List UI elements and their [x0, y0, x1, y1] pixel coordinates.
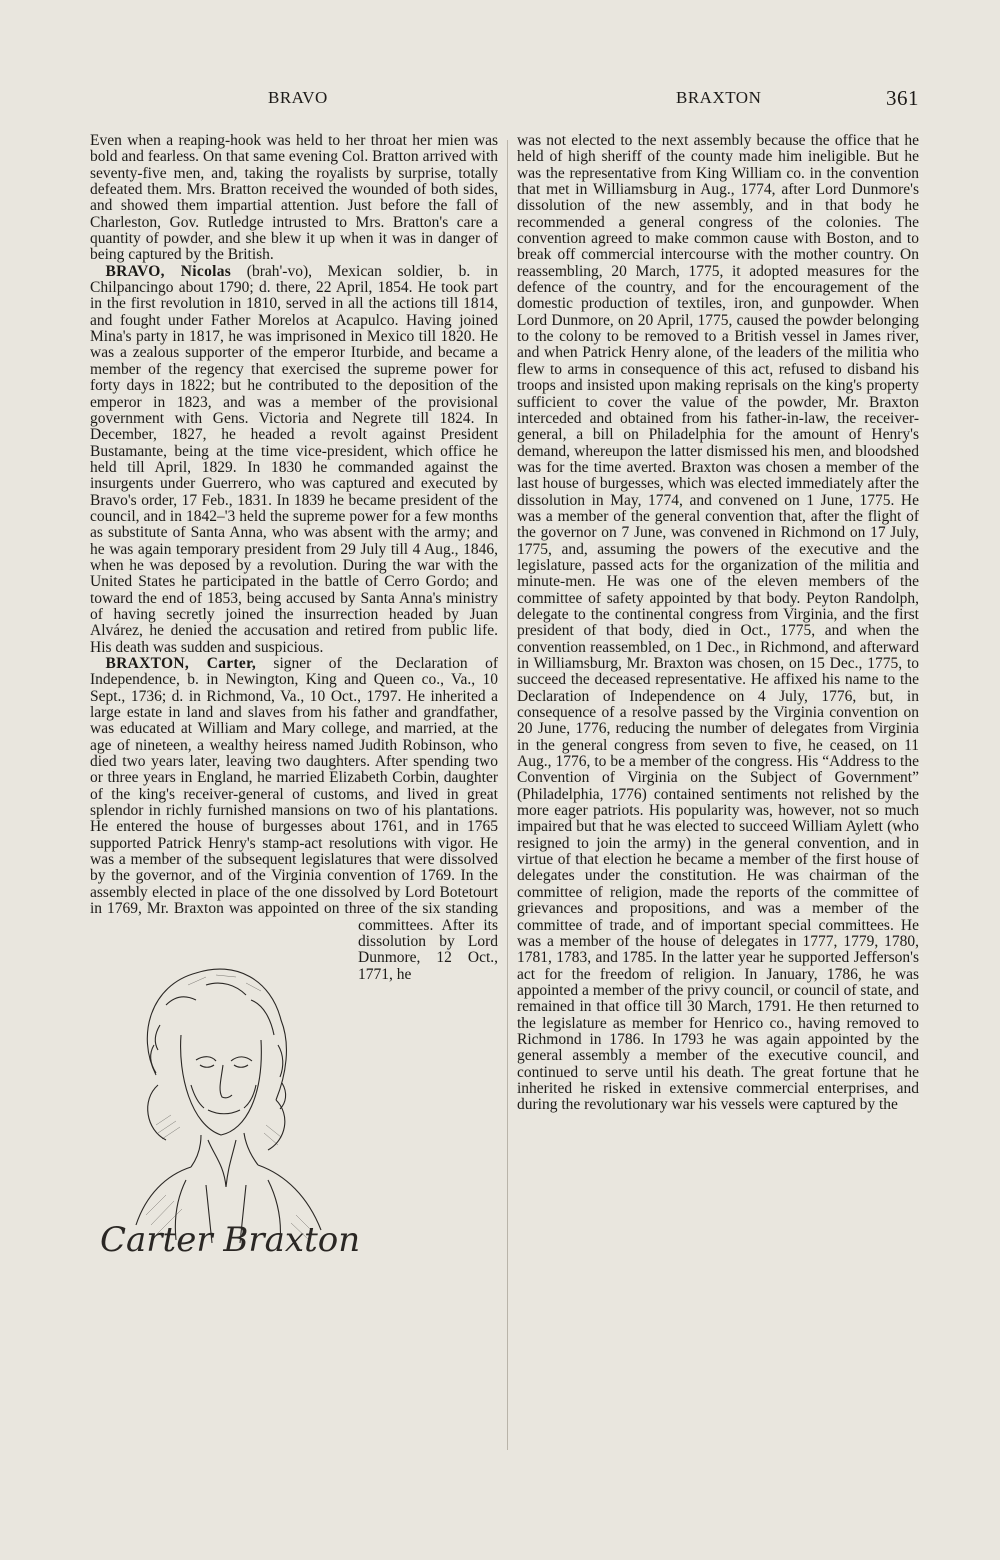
page-number: 361 [886, 86, 919, 110]
header-left-term: BRAVO [268, 88, 328, 107]
right-column [517, 133, 919, 1453]
column-divider [507, 140, 508, 1450]
braxton-continued-text: was not elected to the next assembly because the office that he held of high sheriff of the county made him ineligible. But he was the representative from King William co. in the convention that met in Williamsburg in Aug., 1774, after Lord Dunmore's dissolution of the new assembly, and in that body he recommended a general congress of the colonies. The convention agreed to make common cause with Boston, and to break off commercial intercourse with the mother country. On reassembling, 20 March, 1775, it adopted measures for the defence of the country, and for the encouragement of the domestic production of textiles, iron, and gunpowder. When Lord Dunmore, on 20 April, 1775, caused the powder belonging to the colony to be removed to a British vessel in James river, and when Patrick Henry alone, of the leaders of the militia who flew to arms in consequence of this act, refused to disband his troops and insisted upon making reprisals on the king's property sufficient to cover the value of the powder, Mr. Braxton interceded and obtained from his father-in-law, the receiver-general, a bill on Philadelphia for the amount of Henry's demand, whereupon the latter dismissed his men, and bloodshed was for the time averted. Braxton was chosen a member of the last house of burgesses, which was elected immediately after the dissolution in May, 1774, and convened on 1 June, 1775. He was a member of the general convention that, after the flight of the governor on 7 June, was convened in Richmond on 17 July, 1775, and, assuming the powers of the executive and the legislature, passed acts for the organization of the militia and minute-men. He was one of the eleven members of the committee of safety appointed by that body. Peyton Randolph, delegate to the continental congress from Virginia, and the first president of that body, died in Oct., 1775, and when the convention reassembled, on 1 Dec., in Richmond, and afterward in Williamsburg, Mr. Braxton was chosen, on 15 Dec., 1775, to succeed the deceased representative. He affixed his name to the Declaration of Independence on 4 July, 1776, but, in consequence of a resolve passed by the Virginia convention on 20 June, 1776, reducing the number of delegates from Virginia in the general congress from seven to five, he ceased, on 11 Aug., 1776, to be a member of the congress. His “Address to the Convention of Virginia on the Subject of Government” (Philadelphia, 1776) contained sentiments not relished by the more eager patriots. His popularity was, however, not so much impaired but that he was elected to succeed William Aylett (who resigned to join the army) in the general convention, and in virtue of that election he became a member of the first house of delegates under the constitution. He was chairman of the committee of religion, made the reports of the committee of grievances and propositions, and was a member of the committee of trade, and of important special committees. He was a member of the house of delegates in 1777, 1779, 1780, 1781, 1783, and 1785. In the latter year he supported Jefferson's act for the freedom of religion. In January, 1786, he was appointed a member of the privy council, or council of state, and remained in that office till 30 March, 1791. He then returned to the legislature as member for Henrico co., having removed to Richmond in 1786. In 1793 he was again appointed by the general assembly a member of the executive council, and continued to serve until his death. The great fortune that he inherited he risked in extensive commercial enterprises, and during the revolutionary war his vessels were captured by the [517, 133, 919, 1114]
portrait-illustration [96, 925, 358, 1260]
face-outline [181, 1035, 262, 1135]
bravo-entry-text: (brah'-vo), Mexican soldier, b. in Chilpancingo about 1790; d. there, 22 April, 1854. He took part in the first revolution in 1810, served in all the actions till 1814, and fought under Father Morelos at Acapulco. Having joined Mina's party in 1817, he was imprisoned in Mexico till 1820. He was a zealous supporter of the emperor Iturbide, and became a member of the regency that exercised the supreme power for forty days in 1822; but he contributed to the deposition of the emperor in 1823, and was a member of the provisional government with Gens. Victoria and Negrete till 1824. In December, 1827, he headed a revolt against President Bustamante, being at the time vice-president, which office he held till April, 1829. In 1830 he commanded against the insurgents under Guerrero, who was captured and executed by Bravo's order, 17 Feb., 1831. In 1839 he became president of the council, and in 1842–'3 held the supreme power for a few months as substitute of Santa Anna, who was absent with the army; and he was again temporary president from 29 July till 4 Aug., 1846, when he was deposed by a revolution. During the war with the United States he participated in the battle of Cerro Gordo; and toward the end of 1853, being accused by Santa Anna's ministry of having secretly joined the insurrection headed by Juan Alvárez, he denied the accusation and retired from public life. His death was sudden and suspicious. [90, 262, 498, 656]
bravo-headword: BRAVO, Nicolas [105, 262, 232, 280]
braxton-headword: BRAXTON, Carter, [105, 655, 257, 672]
portrait-engraving [96, 925, 358, 1260]
signature: Carter Braxton [100, 1220, 358, 1260]
bratton-paragraph: Even when a reaping-hook was held to her throat her mien was bold and fearless. On that same evening Col. Bratton arrived with seventy-five men, and, taking the royalists by surprise, totally defeated them. Mrs. Bratton received the wounded of both sides, and showed them impartial attention. Just before the fall of Charleston, Gov. Rutledge intrusted to Mrs. Bratton's care a quantity of powder, and she blew it up when it was in danger of being captured by the British. [90, 133, 498, 264]
wig-outline [147, 969, 286, 1100]
braxton-entry-text: signer of the Declaration of Independence, b. in Newington, King and Queen co., Va., 10 Sept., 1736; d. in Richmond, Va., 10 Oct., 1797. He inherited a large estate in land and slaves from his father and grandfather, was educated at William and Mary college, and married, at the age of nineteen, a wealthy heiress named Judith Robinson, who died two years later, leaving two daughters. After spending two or three years in England, he married Elizabeth Corbin, daughter of the king's receiver-general of customs, and lived in great splendor in richly furnished mansions on two of his plantations. He entered the house of burgesses about 1761, and in 1765 supported Patrick Henry's stamp-act resolutions with vigor. He was a member of the subsequent legislatures that were dissolved by the governor, and of the Virginia convention of 1769. In the assembly elected in place of the one dissolved by Lord Botetourt in 1769, Mr. Braxton was appointed on three of the six standing committees. After its dissolution by Lord Dunmore, 12 Oct., 1771, he [90, 655, 498, 983]
bravo-entry [90, 264, 498, 656]
running-header [0, 86, 1000, 118]
header-right-term: BRAXTON [676, 88, 762, 107]
